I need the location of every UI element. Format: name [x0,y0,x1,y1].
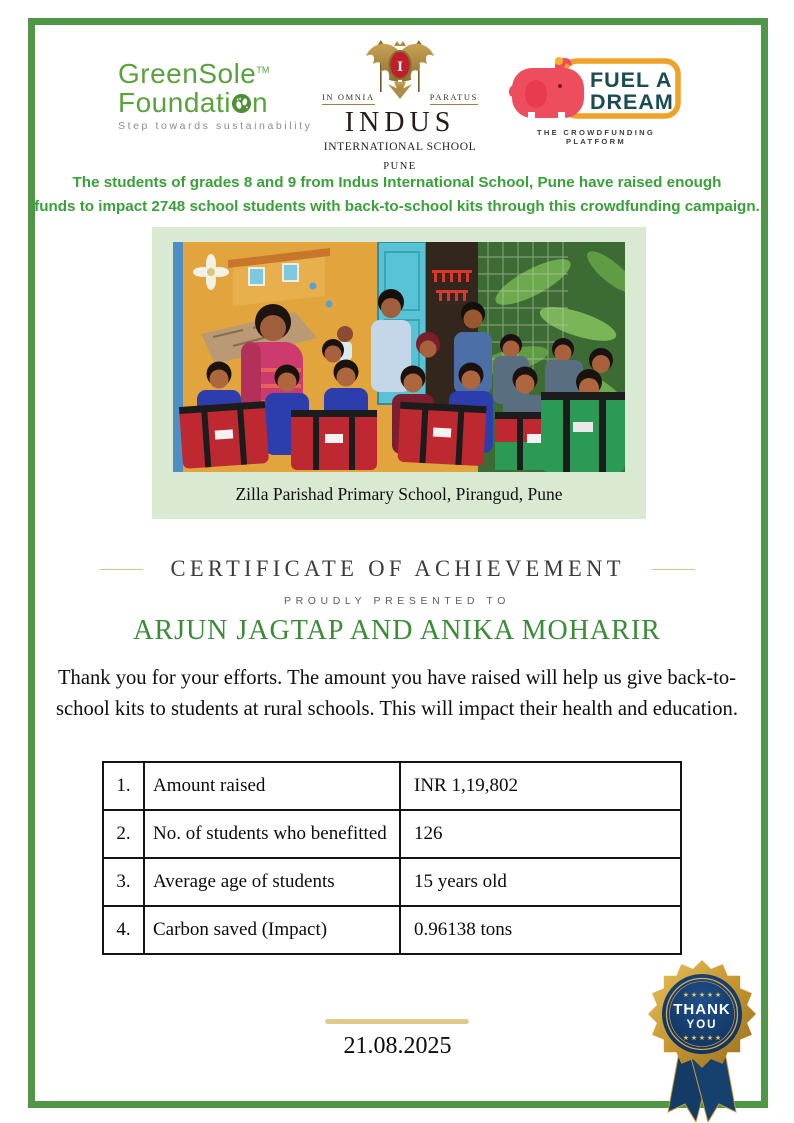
row-number: 1. [103,762,144,810]
elephant-body [512,68,584,118]
indus-school-logo [322,38,478,172]
fuel-a-dream-tagline: THE CROWDFUNDING PLATFORM [536,128,656,146]
thank-you-message: Thank you for your efforts. The amount you have raised will help us give back-to-school kits to students at rural schools. This will impact their health and education. [56,667,738,720]
row-label: Amount raised [144,762,400,810]
trademark-symbol: TM [256,65,270,75]
row-number: 2. [103,810,144,858]
stars-bottom: ★ ★ ★ ★ ★ [682,1034,722,1042]
photo-caption: Zilla Parishad Primary School, Pirangud, Pune [235,484,563,504]
fuel-a-dream-logo [506,52,686,146]
svg-text:I: I [397,59,403,75]
row-value: 126 [400,810,681,858]
row-label: Carbon saved (Impact) [144,906,400,954]
fuel-a-dream-mark [506,52,684,120]
campaign-summary [0,171,794,220]
stars-top: ★ ★ ★ ★ ★ [682,991,722,999]
greensole-foundation-logo [118,56,313,132]
row-number: 4. [103,906,144,954]
certificate-date: 21.08.2025 [343,1033,452,1059]
certificate-title: CERTIFICATE OF ACHIEVEMENT [170,556,625,582]
svg-text:FUEL A: FUEL A [590,68,673,92]
date-rule [325,1019,469,1024]
indus-motto-right: PARATUS [430,92,478,105]
indus-name: INDUS [344,107,456,138]
recipient-names: ARJUN JAGTAP AND ANIKA MOHARIR [133,615,661,646]
certificate-title-row [100,556,695,583]
table-row [103,762,681,810]
row-value: 15 years old [400,858,681,906]
row-value: 0.96138 tons [400,906,681,954]
you-text: YOU [686,1019,718,1031]
impact-stats-table [102,761,682,955]
row-value: INR 1,19,802 [400,762,681,810]
campaign-summary-line2: funds to impact 2748 school students with back-to-school kits through this crowdfunding campaign. [34,198,760,216]
title-rule-right [652,569,695,571]
greensole-tagline: Step towards sustainability [118,120,313,132]
greensole-foundation-word: Foundati n [118,87,269,118]
row-number: 3. [103,858,144,906]
thank-you-badge [632,952,772,1122]
indus-eagle-crest-icon [358,38,442,100]
row-label: Average age of students [144,858,400,906]
thank-text: THANK [673,1001,731,1018]
table-row [103,906,681,954]
greensole-wordmark: GreenSole™ [118,58,270,89]
footprint-icon [231,93,252,114]
table-row [103,810,681,858]
school-bags [179,392,625,472]
row-label: No. of students who benefitted [144,810,400,858]
indus-motto-left: IN OMNIA [322,92,375,105]
svg-text:DREAM: DREAM [590,90,674,114]
school-photo [173,242,625,472]
title-rule-left [100,569,143,571]
campaign-summary-line1: The students of grades 8 and 9 from Indus International School, Pune have raised enough [72,174,722,191]
table-row [103,858,681,906]
presented-to-label: PROUDLY PRESENTED TO [283,595,510,607]
indus-subtitle: INTERNATIONAL SCHOOL [323,141,477,153]
school-photo-panel [152,227,646,519]
indus-city: PUNE [383,161,417,172]
